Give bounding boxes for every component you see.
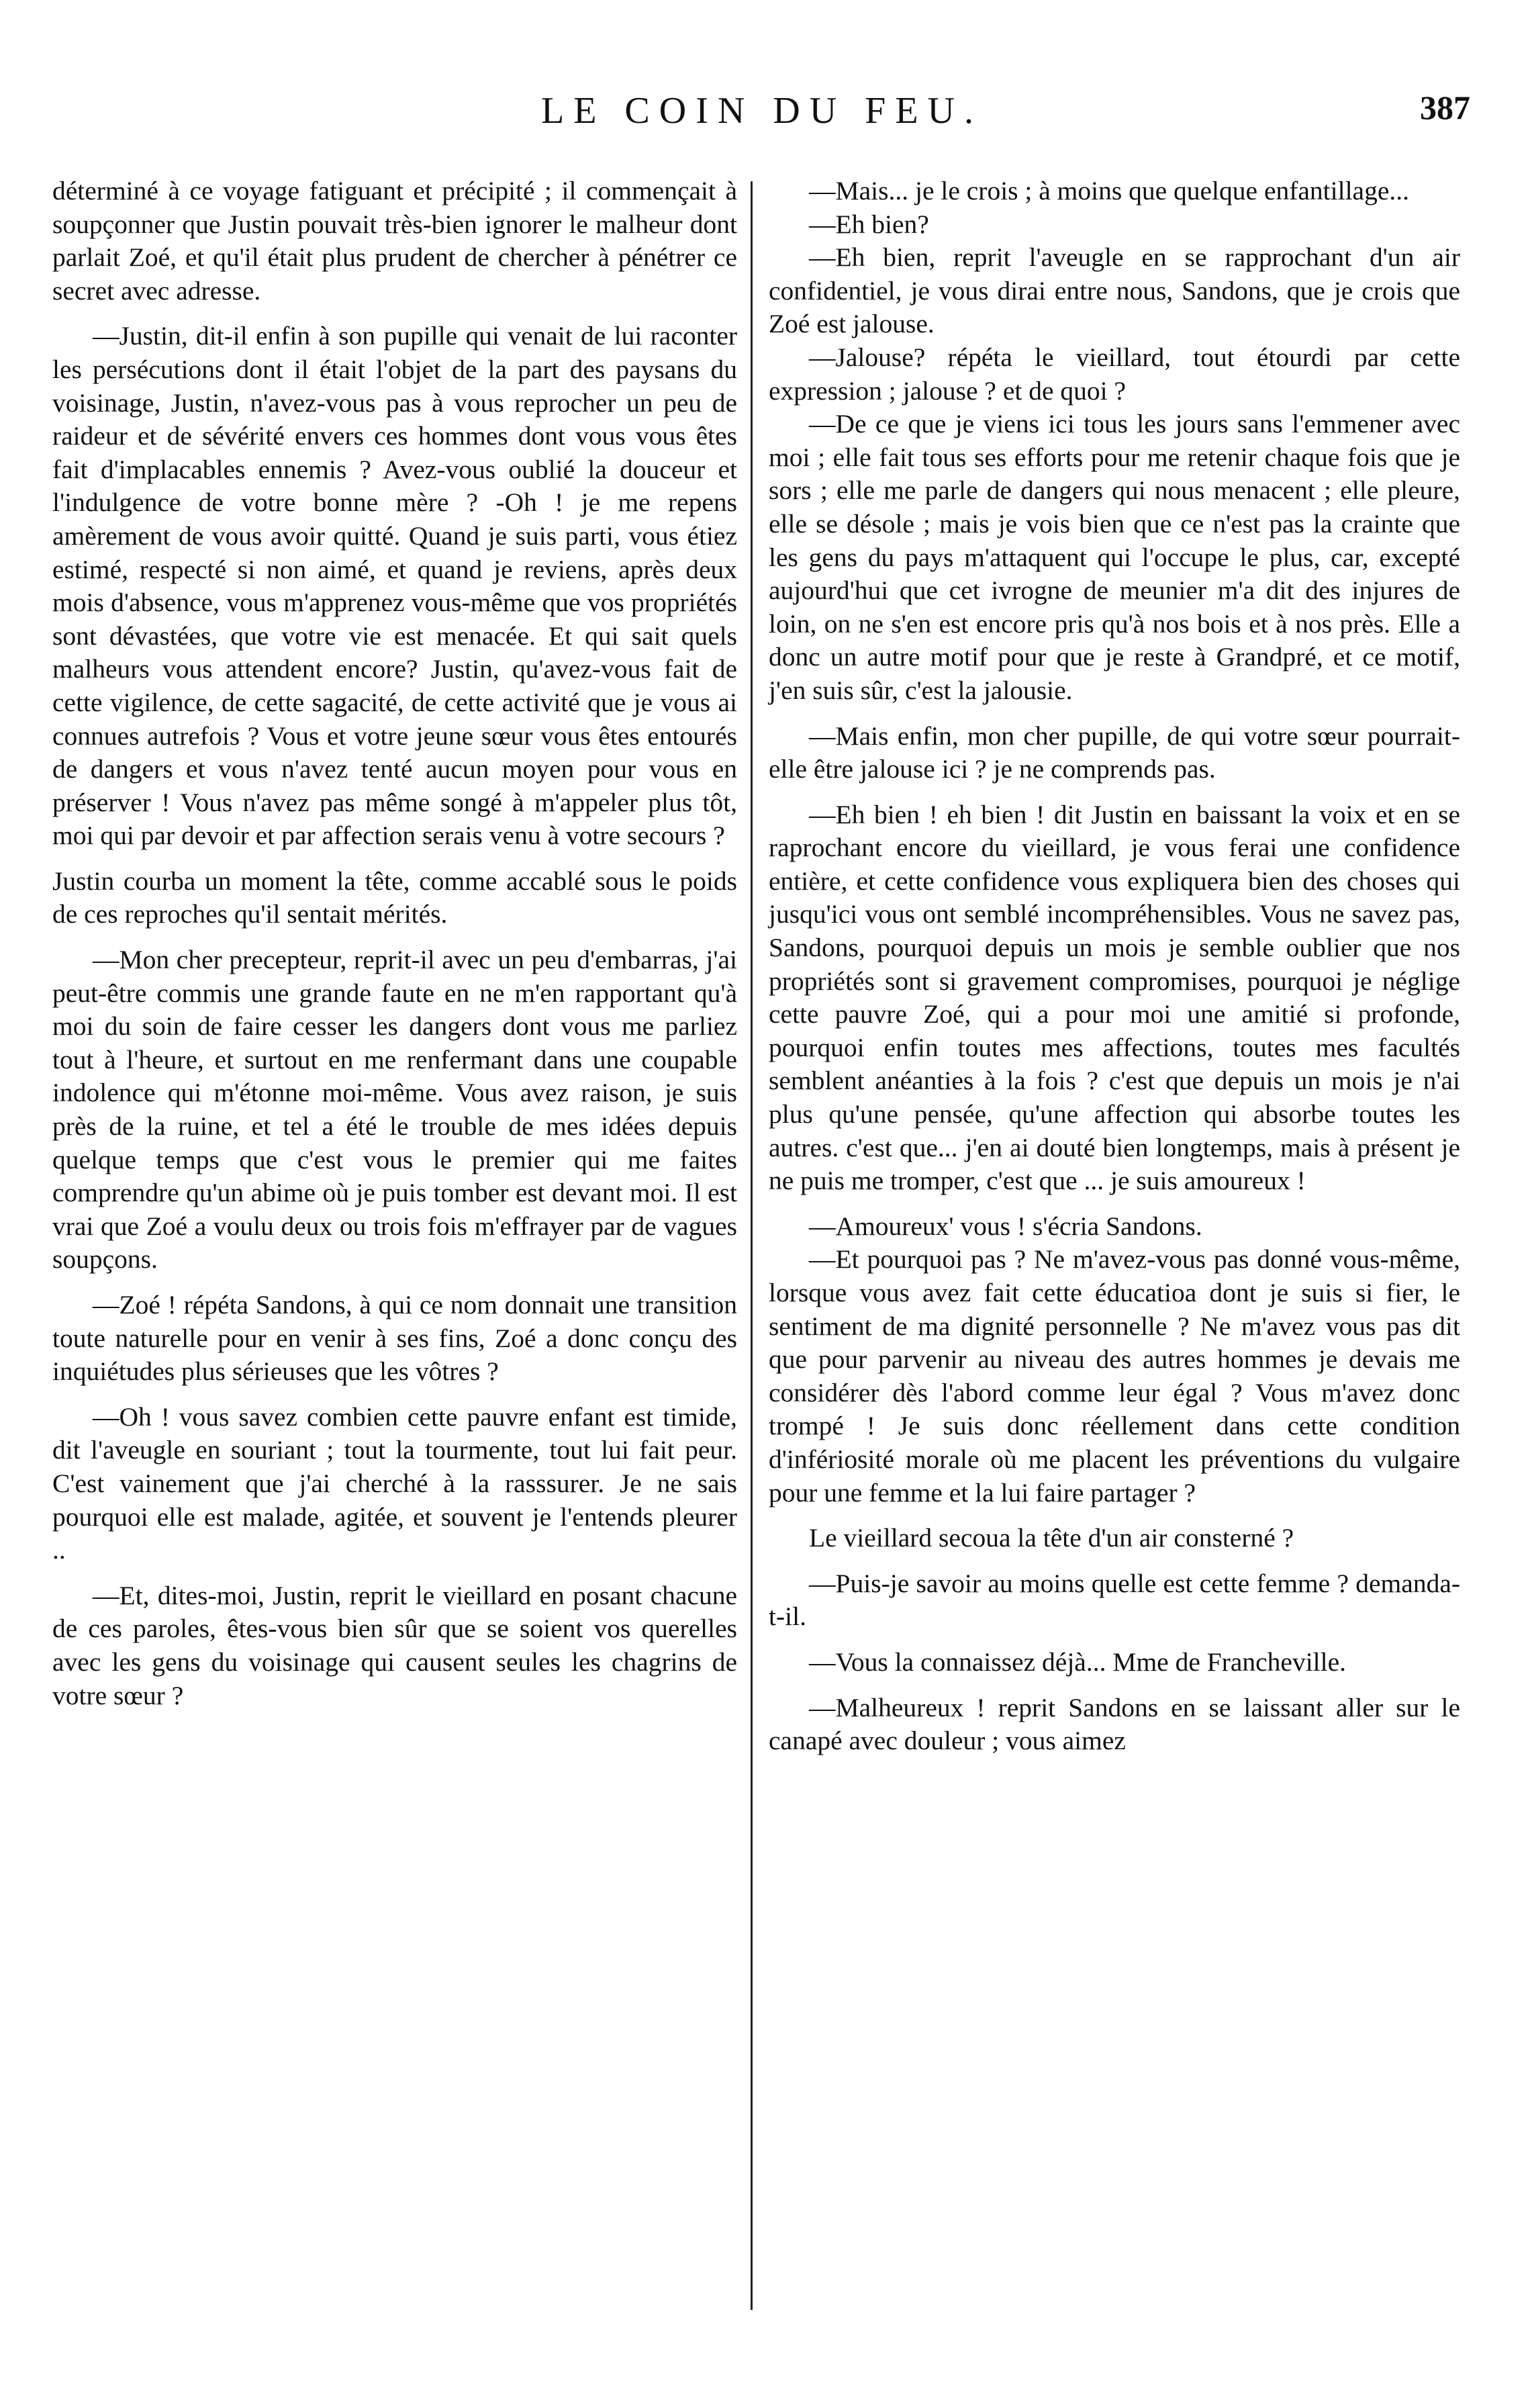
- paragraph: —Et pourquoi pas ? Ne m'avez-vous pas donné vous-même, lorsque vous avez fait cette éducatioa dont je suis si fier, le sentiment de ma dignité personnelle ? Ne m'avez vous pas dit que pour parvenir au niveau des autres hommes je devais me considérer dès l'abord comme leur égal ? Vous m'avez donc trompé ! Je suis donc réellement dans cette condition d'infériosité morale où me placent les préventions du vulgaire pour une femme et la lui faire partager ?: [769, 1244, 1460, 1508]
- paragraph: déterminé à ce voyage fatiguant et précipité ; il commençait à soupçonner que Justin pouvait très-bien ignorer le malheur dont parlait Zoé, et qu'il était plus prudent de chercher à pénétrer ce secret avec adresse.: [52, 176, 737, 306]
- paragraph: —Zoé ! répéta Sandons, à qui ce nom donnait une transition toute naturelle pour en venir à ses fins, Zoé a donc conçu des inquiétudes plus sérieuses que les vôtres ?: [52, 1290, 737, 1387]
- paragraph: —Justin, dit-il enfin à son pupille qui venait de lui raconter les persécutions dont il était l'objet de la part des paysans du voisinage, Justin, n'avez-vous pas à vous reprocher un peu de raideur et de sévérité envers ces hommes dont vous vous êtes fait d'implacables ennemis ? Avez-vous oublié la douceur et l'indulgence de votre bonne mère ? -Oh ! je me repens amèrement de vous avoir quitté. Quand je suis parti, vous étiez estimé, respecté si non aimé, et quand je reviens, après deux mois d'absence, vous m'apprenez vous-même que vos propriétés sont dévastées, que votre vie est menacée. Et qui sait quels malheurs vous attendent encore? Justin, qu'avez-vous fait de cette vigilence, de cette sagacité, de cette activité que je vous ai connues autrefois ? Vous et votre jeune sœur vous êtes entourés de dangers et vous n'avez tenté aucun moyen pour vous en préserver ! Vous n'avez pas même songé à m'appeler plus tôt, moi qui par devoir et par affection serais venu à votre secours ?: [52, 321, 737, 851]
- paragraph: —Mais... je le crois ; à moins que quelque enfantillage...: [809, 176, 1409, 205]
- paragraph: —Eh bien?: [809, 209, 929, 239]
- page-number: 387: [1420, 89, 1470, 126]
- right-column: [769, 175, 1460, 1758]
- paragraph: Justin courba un moment la tête, comme accablé sous le poids de ces reproches qu'il sentait mérités.: [52, 866, 737, 929]
- paragraph: —Eh bien, reprit l'aveugle en se rapprochant d'un air confidentiel, je vous dirai entre nous, Sandons, que je crois que Zoé est jalouse.: [769, 242, 1460, 339]
- paragraph: —Jalouse? répéta le vieillard, tout étourdi par cette expression ; jalouse ? et de quoi ?: [769, 342, 1460, 406]
- paragraph: —Eh bien ! eh bien ! dit Justin en baissant la voix et en se raprochant encore du vieillard, je vous ferai une confidence entière, et cette confidence vous expliquera bien des choses qui jusqu'ici vous ont semblé incompréhensibles. Vous ne savez pas, Sandons, pourquoi depuis un mois je semble oublier que nos propriétés sont si gravement compromises, pourquoi je néglige cette pauvre Zoé, qui a pour moi une amitié si profonde, pourquoi enfin toutes mes affections, toutes mes facultés semblent anéanties à la fois ? c'est que depuis un mois je n'ai plus qu'une pensée, qu'une affection qui absorbe toutes les autres. c'est que... j'en ai douté bien longtemps, mais à présent je ne puis me tromper, c'est que ... je suis amoureux !: [769, 799, 1460, 1196]
- paragraph: —De ce que je viens ici tous les jours sans l'emmener avec moi ; elle fait tous ses efforts pour me retenir chaque fois que je sors ; elle me parle de dangers qui nous menacent ; elle pleure, elle se désole ; mais je vois bien que ce n'est pas la crainte que les gens du pays m'attaquent qui l'occupe le plus, car, excepté aujourd'hui que cet ivrogne de meunier m'a dit des injures de loin, on ne s'en est encore pris qu'à nos bois et à nos près. Elle a donc un autre motif pour que je reste à Grandpré, et ce motif, j'en suis sûr, c'est la jalousie.: [769, 409, 1460, 705]
- paragraph: —Oh ! vous savez combien cette pauvre enfant est timide, dit l'aveugle en souriant ; tout la tourmente, tout lui fait peur. C'est vainement que j'ai cherché à la rasssurer. Je ne sais pourquoi elle est malade, agitée, et souvent je l'entends pleurer ..: [52, 1401, 737, 1565]
- paragraph: —Amoureux' vous ! s'écria Sandons.: [809, 1211, 1202, 1241]
- paragraph: —Mon cher precepteur, reprit-il avec un peu d'embarras, j'ai peut-être commis une grande faute en ne m'en rapportant qu'à moi du soin de faire cesser les dangers dont vous me parliez tout à l'heure, et surtout en me renfermant dans une coupable indolence qui m'étonne moi-même. Vous avez raison, je suis près de la ruine, et tel a été le trouble de mes idées depuis quelque temps que c'est vous le premier qui me faites comprendre qu'un abime où je puis tomber est devant moi. Il est vrai que Zoé a voulu deux ou trois fois m'effrayer par de vagues soupçons.: [52, 945, 737, 1275]
- column-divider: [751, 181, 753, 2310]
- left-column: [52, 175, 737, 1712]
- paragraph: Le vieillard secoua la tête d'un air consterné ?: [809, 1523, 1294, 1553]
- paragraph: —Et, dites-moi, Justin, reprit le vieillard en posant chacune de ces paroles, êtes-vous bien sûr que se soient vos querelles avec les gens du voisinage qui causent seules les chagrins de votre sœur ?: [52, 1580, 737, 1710]
- running-title: LE COIN DU FEU.: [541, 90, 983, 132]
- paragraph: —Puis-je savoir au moins quelle est cette femme ? demanda-t-il.: [769, 1568, 1460, 1632]
- paragraph: —Mais enfin, mon cher pupille, de qui votre sœur pourrait-elle être jalouse ici ? je ne comprends pas.: [769, 721, 1460, 784]
- paragraph: —Vous la connaissez déjà... Mme de Francheville.: [809, 1647, 1347, 1677]
- paragraph: —Malheureux ! reprit Sandons en se laissant aller sur le canapé avec douleur ; vous aimez: [769, 1692, 1460, 1756]
- page-header: [54, 81, 1470, 141]
